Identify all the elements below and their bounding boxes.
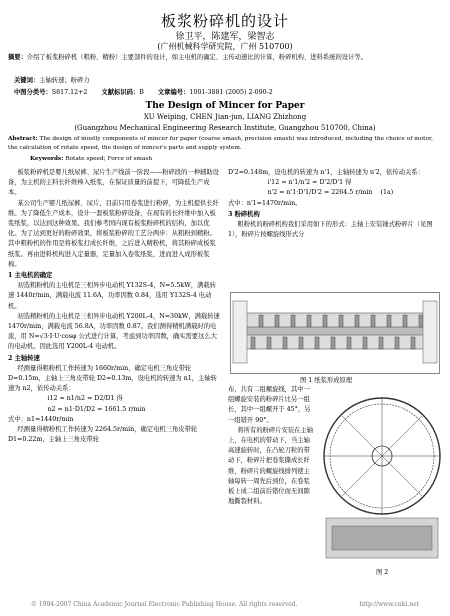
class-number: 中图分类号：S817.12+2 (14, 89, 88, 96)
hammer-blade (411, 337, 415, 349)
paper-title: 板浆粉碎机的设计 (160, 12, 289, 30)
hammer-blade (347, 337, 351, 349)
english-abstract: Abstract: The design of mostly components of mincer for paper (coarse smash, precision smash) was introduced, including the choice of motor, the calculation of rotate speed, the design of mincer's parts and supply system. (8, 136, 433, 151)
hammer-blade (339, 315, 343, 327)
figure-1-caption: 图 1 纸浆形成原理 (300, 377, 353, 384)
equation: i'12 = n'1/n'2 = D'2/D'1 得 (267, 179, 352, 187)
hammer-blade (259, 315, 263, 327)
abstract (8, 53, 440, 63)
doc-code: 文献标识码：B (101, 89, 144, 96)
equation-note: 式中：n'1=1470r/min。 (228, 199, 302, 207)
hammer-blade (419, 315, 423, 327)
keywords-text: 主轴转速；粉碎力 (39, 77, 90, 84)
hammer-blade (315, 337, 319, 349)
paragraph: 初选粗粉机的主电机是三相异步电动机 Y132S-4，N=5.5kW，满载转速 1440r/min，满载电流 11.6A，功率因数 0.84，选用 Y132S-4 电动机。 (8, 282, 216, 310)
paragraph: D'2=0.148m，设电机的转速为 n'1，主轴转速为 n'2，依传动关系： (228, 169, 424, 176)
section-heading: 2 主轴转速 (8, 354, 40, 362)
equation-note: 式中：n1=1440r/min (8, 415, 74, 423)
figure-1-drawing (231, 293, 439, 373)
figure-1 (230, 292, 440, 374)
page-footer (0, 601, 450, 608)
hammer-blade (251, 337, 255, 349)
left-column (8, 168, 220, 445)
hammer-blade (371, 315, 375, 327)
right-column-wrap (228, 385, 316, 507)
hammer-blade (379, 337, 383, 349)
paragraph: 布，共有二组螺旋线，其中一组螺旋安装的粉碎片比另一组长，其中一组螺开于 45°，另一组错开 90°。 (228, 386, 311, 424)
section-heading: 3 粉碎机构 (228, 210, 260, 218)
paper-authors: 徐卫平，陈建军，梁智志 (175, 32, 275, 42)
keywords (14, 75, 90, 84)
figure-2-caption: 图 2 (376, 569, 389, 576)
paragraph: 初选精粉机的主电机是三相异步电动机 Y200L-4，N=30kW，满载转速 1470r/min，满载电流 56.8A，功率因数 0.87。我们测得精机满载时的电流，用 N=√3·I·U·cosφ 公式进行计算，考虑到功率因数，确实需要这么大的电动机。因此选用 Y200L-4 电动机。 (8, 312, 220, 351)
paragraph: 粗粉机的粉碎机构我们采用如下的形式：主轴上安装锤式粉碎片（见图 1），粉碎片按螺旋线形式分 (228, 221, 433, 239)
figure-2-drawing (322, 386, 442, 564)
hammer-blade (331, 337, 335, 349)
copyright-text: © 1994-2007 China Academic Journal Electronic Publishing House. All rights reserved. (30, 601, 298, 608)
classification-line (14, 87, 434, 96)
paragraph: 某公司生产婴儿纸尿裤、尿片，目前只用卷浆进行粉碎，为主机提供长纤维。为了降低生产成本，设计一套板浆粉碎设备，在现有的长纤维中加入板浆纸浆，以达到这种效果。我们参考国内现有板浆粉碎机的结构，加以优化。为了达到更好的粉碎效果，将板浆粉碎的工艺分两步：从粗粉到精粉。其中粗粉机的作用是将板浆打成长纤维，之后进入精粉机，将其粉碎成板浆纸浆。再由进料机构进入定量器，定量加入卷浆纸浆，进而进入成形板浆棉。 (8, 199, 219, 268)
abstract-label: 摘要： (8, 54, 27, 61)
right-column-top (228, 168, 442, 240)
english-authors: XU Weiping, CHEN Jian-jun, LIANG Zhizhong (143, 113, 307, 121)
keywords-label: 关键词： (14, 77, 40, 84)
equation: n2 = n1·D1/D2 = 1661.5 r/min (47, 405, 146, 413)
hammer-blade (291, 315, 295, 327)
english-title: The Design of Mincer for Paper (145, 101, 305, 111)
hammer-blade (283, 337, 287, 349)
hammer-blade (299, 337, 303, 349)
english-keywords: Keywords: Rotate speed; Force of smash (30, 156, 153, 162)
hammer-blade (323, 315, 327, 327)
equation: i12 = n1/n2 = D2/D1 得 (47, 395, 123, 403)
equation: n'2 = n'1·D'1/D'2 = 2264.5 r/min (1a) (267, 189, 394, 197)
abstract-text: 介绍了板浆粉碎机（粗粉、精粉）主要部件的设计，如主电机的确定、主传动速比的计算，粉碎机构、进料系统的设计等。 (26, 54, 367, 61)
paragraph: 板浆粉碎机是婴儿纸尿裤、尿片生产线前一阶段——粉碎段的一种辅助设备，为主机的主料长纤维棒入纸浆，在保证质量的前提下，可降低生产成本。 (8, 169, 219, 197)
paper-affiliation: (广州机械科学研究院，广州 510700) (157, 42, 293, 51)
section-heading: 1 主电机的确定 (8, 272, 53, 280)
paragraph: 将所有的粉碎片安装在主轴上，在电机的带动下，当主轴高速旋转时，在凸轮刀粒的带动下，粉碎片把卷浆撕成长纤维，粉碎片的螺旋线排列使主轴每转一周先后到位，在卷浆板上成二组前后错位而无间隙地撕裂材料。 (228, 426, 313, 506)
figure-2 (322, 386, 442, 564)
article-number: 文章编号：1001-3881 (2005) 2-090-2 (157, 89, 273, 96)
hammer-blade (363, 337, 367, 349)
hammer-blade (395, 337, 399, 349)
hammer-blade (275, 315, 279, 327)
paragraph: 经测量得粗粉机工作转速为 1660r/min，确定电机三角皮带轮 D=0.15m，主轴上三角皮带轮 D2=0.13m，设电机的转速为 n1，主轴转速为 n2，依传动关系： (8, 364, 217, 393)
hammer-blade (307, 315, 311, 327)
hammer-blade (355, 315, 359, 327)
hammer-blade (403, 315, 407, 327)
hammer-blade (267, 337, 271, 349)
paragraph: 经测量得精粉机工作转速为 2264.5r/min，确定电机三角皮带轮 D1=0.22m，主轴上三角皮带轮 (8, 426, 198, 444)
english-affiliation: (Guangzhou Mechanical Engineering Research Institute, Guangzhou 510700, China) (74, 124, 376, 132)
footer-url[interactable]: http://www.cnki.net (359, 601, 420, 608)
hammer-blade (387, 315, 391, 327)
